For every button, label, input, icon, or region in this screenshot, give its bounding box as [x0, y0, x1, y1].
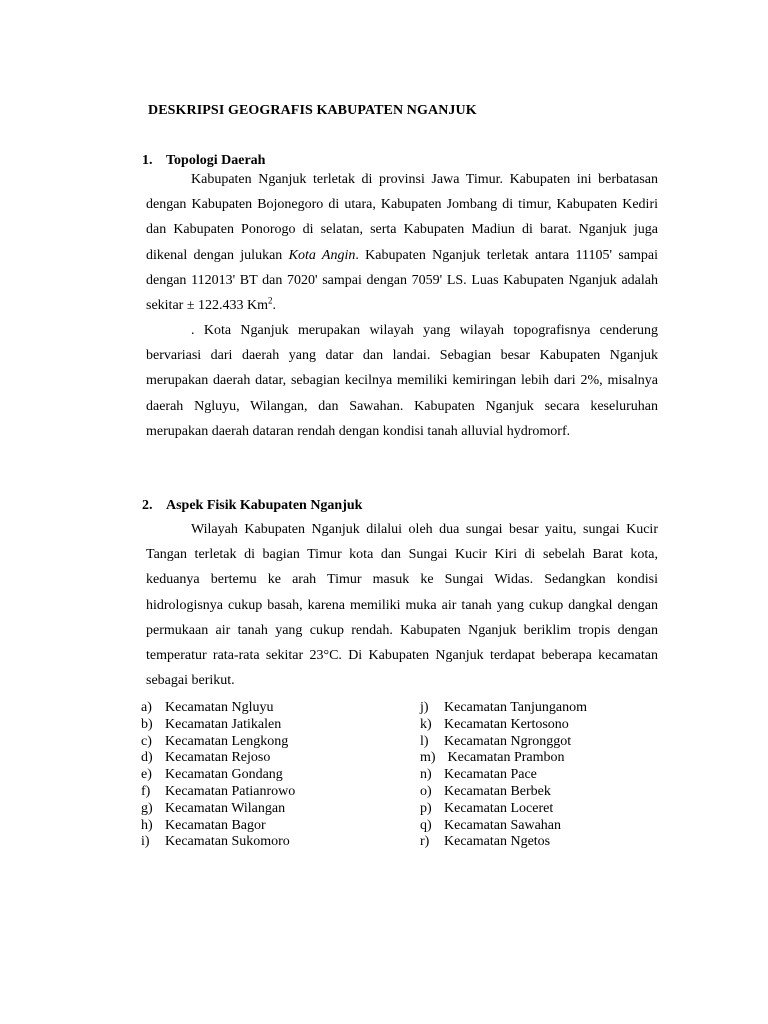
list-item — [420, 700, 587, 717]
list-marker: h) — [141, 817, 153, 833]
list-item — [420, 834, 587, 851]
list-item — [141, 784, 295, 801]
list-item-text: Kecamatan Ngluyu — [165, 700, 274, 715]
list-marker: k) — [420, 716, 432, 732]
list-item-text: Kecamatan Sawahan — [444, 817, 561, 833]
list-marker: l) — [420, 733, 429, 749]
list-marker: e) — [141, 767, 152, 783]
kecamatan-list-right — [420, 700, 587, 851]
list-marker: m) — [420, 750, 436, 766]
section-1-title: Topologi Daerah — [166, 153, 266, 168]
list-item-text: Kecamatan Gondang — [165, 767, 283, 783]
list-item-text: Kecamatan Ngronggot — [444, 733, 572, 749]
list-item — [141, 767, 295, 784]
kota-angin-italic: Kota Angin — [288, 247, 356, 263]
list-marker: d) — [141, 750, 153, 766]
list-item — [420, 818, 587, 835]
section-2-paragraph-1: Wilayah Kabupaten Nganjuk dilalui oleh dua sungai besar yaitu, sungai Kucir Tangan terletak di bagian Timur kota dan Sungai Kucir Kiri di sebelah Barat kota, keduanya bertemu ke arah Timur masuk ke Sungai Widas. Sedangkan kondisi hidrologisnya cukup basah, karena memiliki muka air tanah yang cukup dangkal dengan permukaan air tanah yang cukup rendah. Kabupaten Nganjuk beriklim tropis dengan temperatur rata-rata sekitar 23°C. Di Kabupaten Nganjuk terdapat beberapa kecamatan sebagai berikut. — [146, 522, 658, 689]
list-item — [420, 750, 587, 767]
paragraph-text: . Kabupaten Nganjuk terletak antara 11105' sampai dengan 112013' BT dan 7020' sampai dengan 7059' LS. Luas Kabupaten Nganjuk adalah sekitar ± 122.433 Km — [146, 247, 658, 314]
list-marker: c) — [141, 733, 152, 749]
list-item — [141, 834, 295, 851]
list-item-text: Kecamatan Jatikalen — [165, 716, 282, 732]
list-marker: o) — [420, 783, 432, 799]
list-item-text: Kecamatan Berbek — [444, 783, 551, 799]
list-marker: g) — [141, 800, 153, 816]
list-item-text: Kecamatan Tanjunganom — [444, 700, 587, 715]
list-item — [141, 801, 295, 818]
list-item-text: Kecamatan Bagor — [165, 817, 266, 833]
list-item — [141, 750, 295, 767]
list-marker: p) — [420, 800, 432, 816]
paragraph-text: . — [272, 298, 277, 314]
section-1-paragraph-2: . Kota Nganjuk merupakan wilayah yang wilayah topografisnya cenderung bervariasi dari daerah yang datar dan landai. Sebagian besar Kabupaten Nganjuk merupakan daerah datar, sebagian kecilnya memiliki kemiringan lebih dari 2%, misalnya daerah Ngluyu, Wilangan, dan Sawahan. Kabupaten Nganjuk secara keseluruhan merupakan daerah dataran rendah dengan kondisi tanah alluvial hydromorf. — [146, 323, 658, 439]
list-item — [141, 717, 295, 734]
list-item-text: Kecamatan Pace — [444, 767, 537, 783]
paragraph-text: Kabupaten Nganjuk terletak di provinsi Jawa Timur. Kabupaten ini berbatasan dengan Kabupaten Bojonegoro di utara, Kabupaten Jombang di timur, Kabupaten Kediri dan Kabupaten Ponorogo di selatan, serta Kabupaten Madiun di barat. Nganjuk juga dikenal dengan julukan — [146, 172, 658, 263]
list-item — [420, 717, 587, 734]
list-marker: a) — [141, 700, 152, 715]
list-item-text: Kecamatan Ngetos — [444, 834, 551, 850]
kecamatan-list-left — [141, 700, 295, 851]
list-marker: i) — [141, 834, 150, 850]
list-item-text: Kecamatan Loceret — [444, 800, 554, 816]
list-item — [141, 818, 295, 835]
list-marker: f) — [141, 783, 151, 799]
list-item — [420, 784, 587, 801]
list-item — [141, 734, 295, 751]
list-item — [420, 734, 587, 751]
superscript: 2 — [268, 295, 273, 306]
list-marker: r) — [420, 834, 430, 850]
document-title: DESKRIPSI GEOGRAFIS KABUPATEN NGANJUK — [148, 103, 477, 118]
list-item-text: Kecamatan Prambon — [444, 750, 565, 766]
list-item-text: Kecamatan Sukomoro — [165, 834, 290, 850]
section-2-title: Aspek Fisik Kabupaten Nganjuk — [166, 498, 363, 513]
list-item — [420, 801, 587, 818]
list-item-text: Kecamatan Kertosono — [444, 716, 569, 732]
list-item — [420, 767, 587, 784]
list-item-text: Kecamatan Wilangan — [165, 800, 286, 816]
list-item-text: Kecamatan Rejoso — [165, 750, 271, 766]
list-item-text: Kecamatan Lengkong — [165, 733, 289, 749]
list-marker: q) — [420, 817, 432, 833]
section-2-heading — [142, 498, 362, 514]
section-1-paragraph-1 — [146, 167, 658, 318]
list-marker: b) — [141, 716, 153, 732]
list-marker: j) — [420, 700, 429, 715]
section-2-number: 2. — [142, 498, 153, 513]
section-1-number: 1. — [142, 153, 153, 168]
list-item-text: Kecamatan Patianrowo — [165, 783, 296, 799]
list-item — [141, 700, 295, 717]
list-marker: n) — [420, 767, 432, 783]
